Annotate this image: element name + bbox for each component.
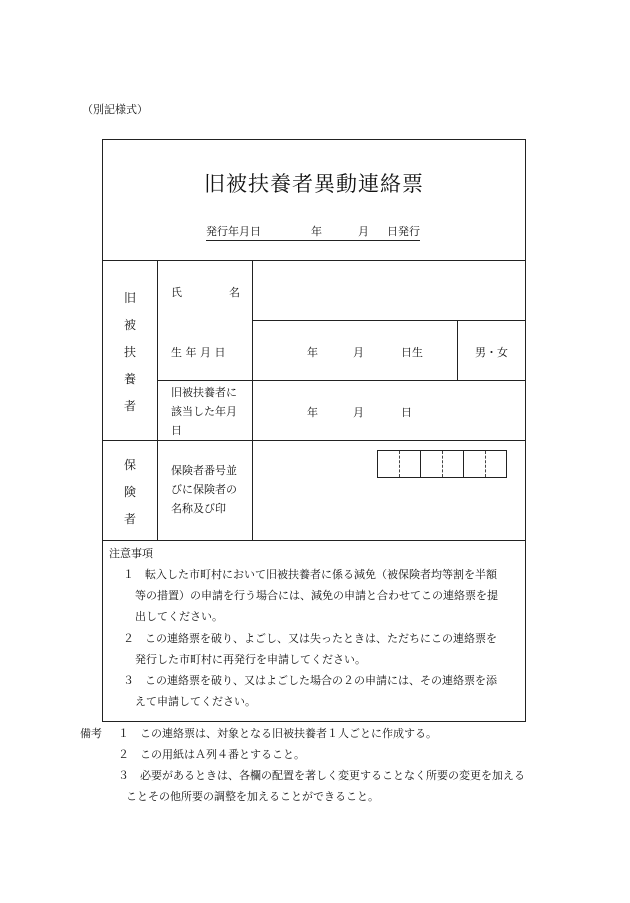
digit-box[interactable] bbox=[420, 451, 442, 477]
form-style-label: （別記様式） bbox=[82, 103, 148, 116]
birth-year-label: 年 bbox=[307, 346, 318, 359]
digit-box[interactable] bbox=[485, 451, 507, 477]
remarks-label: 備考 bbox=[80, 727, 102, 740]
sex-selection[interactable]: 男・女 bbox=[475, 346, 508, 359]
became-month-label: 月 bbox=[353, 406, 364, 419]
issue-day-label: 日発行 bbox=[387, 225, 420, 238]
note-item: ２ この連絡票を破り、よごし、又は失ったときは、ただちにこの連絡票を 発行した市町村に再発行を申請してください。 bbox=[123, 632, 497, 666]
divider bbox=[103, 540, 525, 541]
remark-item: ２ この用紙はＡ列４番とすること。 bbox=[118, 748, 305, 761]
digit-box[interactable] bbox=[442, 451, 464, 477]
name-label-b: 名 bbox=[229, 286, 240, 299]
name-field[interactable] bbox=[253, 261, 525, 319]
divider bbox=[157, 380, 525, 381]
divider bbox=[252, 320, 525, 321]
digit-box[interactable] bbox=[399, 451, 421, 477]
issue-date-line bbox=[206, 223, 420, 241]
name-label-a: 氏 bbox=[171, 286, 182, 299]
birth-date-label: 生 年 月 日 bbox=[171, 346, 226, 359]
divider bbox=[103, 440, 525, 441]
remark-item: ３ 必要があるときは、各欄の配置を著しく変更することなく所要の変更を加える ことその他所要の調整を加えることができること。 bbox=[118, 769, 525, 803]
birth-month-label: 月 bbox=[353, 346, 364, 359]
became-day-label: 日 bbox=[401, 406, 412, 419]
digit-box[interactable] bbox=[463, 451, 485, 477]
divider bbox=[157, 260, 158, 540]
became-year-label: 年 bbox=[307, 406, 318, 419]
issue-year-label: 年 bbox=[311, 225, 322, 238]
divider bbox=[457, 320, 458, 380]
birth-day-label: 日生 bbox=[401, 346, 423, 359]
remark-item: １ この連絡票は、対象となる旧被扶養者１人ごとに作成する。 bbox=[118, 727, 437, 740]
insurer-section-label: 保 険 者 bbox=[123, 458, 136, 526]
form-title: 旧被扶養者異動連絡票 bbox=[204, 172, 424, 196]
former-dependent-section-label: 旧 被 扶 養 者 bbox=[123, 291, 136, 413]
notes-heading: 注意事項 bbox=[109, 547, 153, 560]
digit-box[interactable] bbox=[378, 451, 399, 477]
issue-month-label: 月 bbox=[358, 225, 369, 238]
issue-date-label: 発行年月日 bbox=[206, 225, 261, 238]
insurer-number-boxes[interactable] bbox=[377, 450, 507, 478]
note-item: ３ この連絡票を破り、又はよごした場合の２の申請には、その連絡票を添 えて申請してください。 bbox=[123, 674, 497, 708]
form-frame bbox=[102, 139, 526, 722]
insurer-number-label: 保険者番号並 びに保険者の 名称及び印 bbox=[171, 464, 237, 515]
note-item: １ 転入した市町村において旧被扶養者に係る減免（被保険者均等割を半額 等の措置）の申請を行う場合には、減免の申請と合わせてこの連絡票を提 出してください。 bbox=[123, 568, 498, 623]
date-became-label: 旧被扶養者に 該当した年月 日 bbox=[171, 386, 237, 437]
